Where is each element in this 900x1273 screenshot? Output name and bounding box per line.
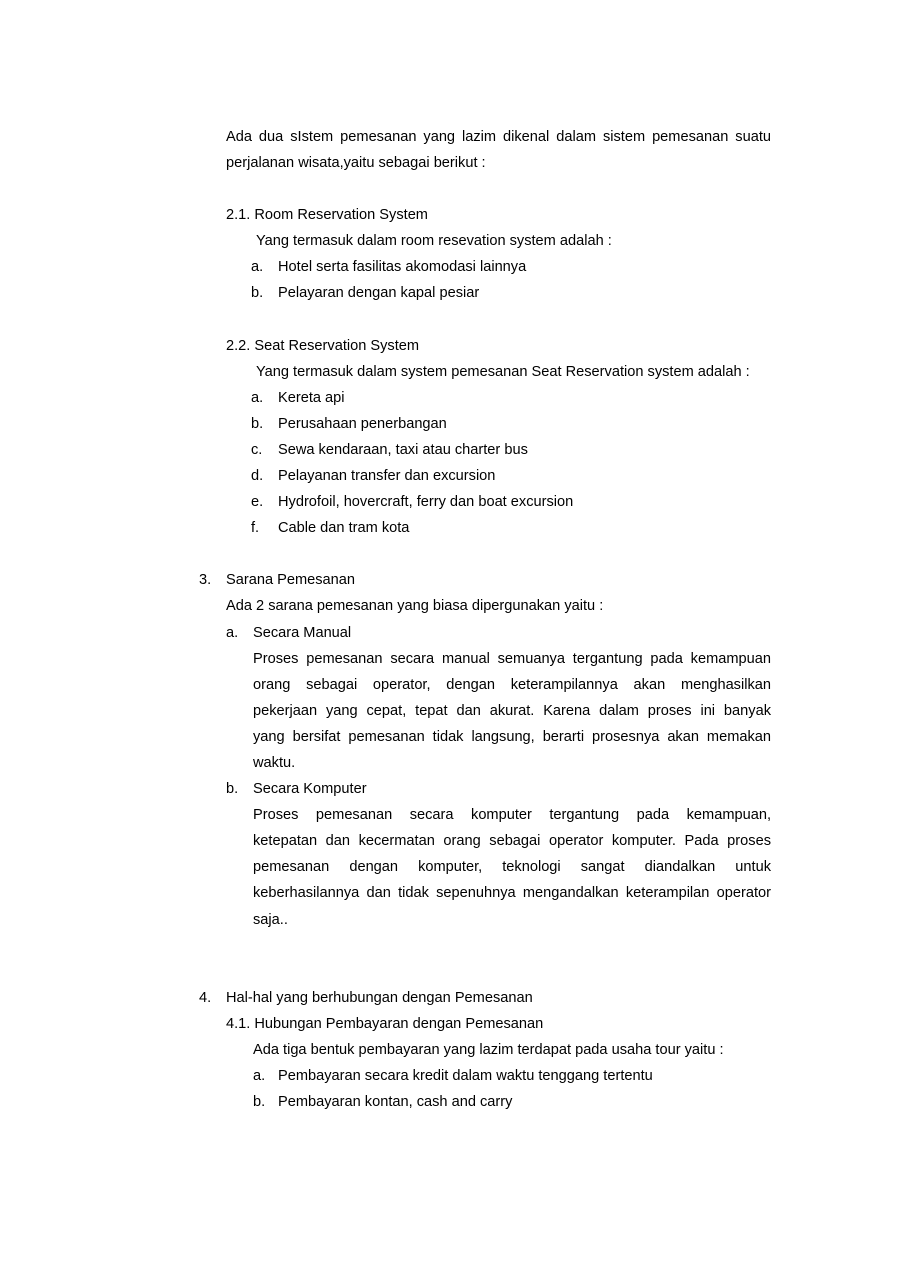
list-marker: b. xyxy=(251,416,264,432)
section-3-item-a-title: Secara Manual xyxy=(253,625,352,641)
list-marker: a. xyxy=(226,625,239,641)
section-4-1-lead: Ada tiga bentuk pembayaran yang lazim terdapat pada usaha tour yaitu : xyxy=(253,1042,724,1058)
list-marker: f. xyxy=(251,520,260,536)
section-3-heading: Sarana Pemesanan xyxy=(226,572,355,588)
section-3-lead: Ada 2 sarana pemesanan yang biasa dipergunakan yaitu : xyxy=(226,598,604,614)
list-item: Hotel serta fasilitas akomodasi lainnya xyxy=(278,259,527,275)
intro-line-1: Ada dua sIstem pemesanan yang lazim dikenal dalam sistem pemesanan suatu xyxy=(226,129,771,145)
section-3-item-b-line: saja.. xyxy=(253,912,288,928)
section-4-heading: Hal-hal yang berhubungan dengan Pemesanan xyxy=(226,990,533,1006)
section-3-item-a-line: pekerjaan yang cepat, tepat dan akurat. Karena dalam proses ini banyak xyxy=(253,703,771,719)
section-3-item-a-line: waktu. xyxy=(253,755,296,771)
section-3-item-b-line: pemesanan dengan komputer, teknologi sangat diandalkan untuk xyxy=(253,859,771,875)
list-marker: b. xyxy=(253,1094,266,1110)
section-3-item-b-line: ketepatan dan kecermatan orang sebagai operator komputer. Pada proses xyxy=(253,833,771,849)
list-marker: b. xyxy=(226,781,239,797)
list-marker: a. xyxy=(253,1068,266,1084)
list-item: Hydrofoil, hovercraft, ferry dan boat excursion xyxy=(278,494,574,510)
list-marker: a. xyxy=(251,390,264,406)
list-marker: d. xyxy=(251,468,264,484)
section-3-item-a-line: Proses pemesanan secara manual semuanya tergantung pada kemampuan xyxy=(253,651,771,667)
section-2-2-lead: Yang termasuk dalam system pemesanan Seat Reservation system adalah : xyxy=(256,364,750,380)
section-3-number: 3. xyxy=(199,572,212,588)
list-marker: b. xyxy=(251,285,264,301)
list-item: Kereta api xyxy=(278,390,345,406)
section-3-item-b-line: Proses pemesanan secara komputer tergantung pada kemampuan, xyxy=(253,807,771,823)
list-item: Pembayaran secara kredit dalam waktu tenggang tertentu xyxy=(278,1068,653,1084)
section-2-2-heading: 2.2. Seat Reservation System xyxy=(226,338,420,354)
section-3-item-b-title: Secara Komputer xyxy=(253,781,367,797)
section-4-1-heading: 4.1. Hubungan Pembayaran dengan Pemesanan xyxy=(226,1016,544,1032)
section-2-1-heading: 2.1. Room Reservation System xyxy=(226,207,428,223)
list-marker: c. xyxy=(251,442,263,458)
intro-line-2: perjalanan wisata,yaitu sebagai berikut : xyxy=(226,155,486,171)
list-marker: e. xyxy=(251,494,264,510)
list-item: Cable dan tram kota xyxy=(278,520,410,536)
section-4-number: 4. xyxy=(199,990,212,1006)
list-item: Pelayaran dengan kapal pesiar xyxy=(278,285,480,301)
section-3-item-a-line: orang sebagai operator, dengan keterampilannya akan menghasilkan xyxy=(253,677,771,693)
list-marker: a. xyxy=(251,259,264,275)
section-3-item-a-line: yang bersifat pemesanan tidak langsung, berarti prosesnya akan memakan xyxy=(253,729,771,745)
list-item: Pembayaran kontan, cash and carry xyxy=(278,1094,513,1110)
section-2-1-lead: Yang termasuk dalam room resevation system adalah : xyxy=(256,233,612,249)
list-item: Pelayanan transfer dan excursion xyxy=(278,468,496,484)
section-3-item-b-line: keberhasilannya dan tidak sepenuhnya mengandalkan keterampilan operator xyxy=(253,885,771,901)
list-item: Sewa kendaraan, taxi atau charter bus xyxy=(278,442,528,458)
list-item: Perusahaan penerbangan xyxy=(278,416,447,432)
